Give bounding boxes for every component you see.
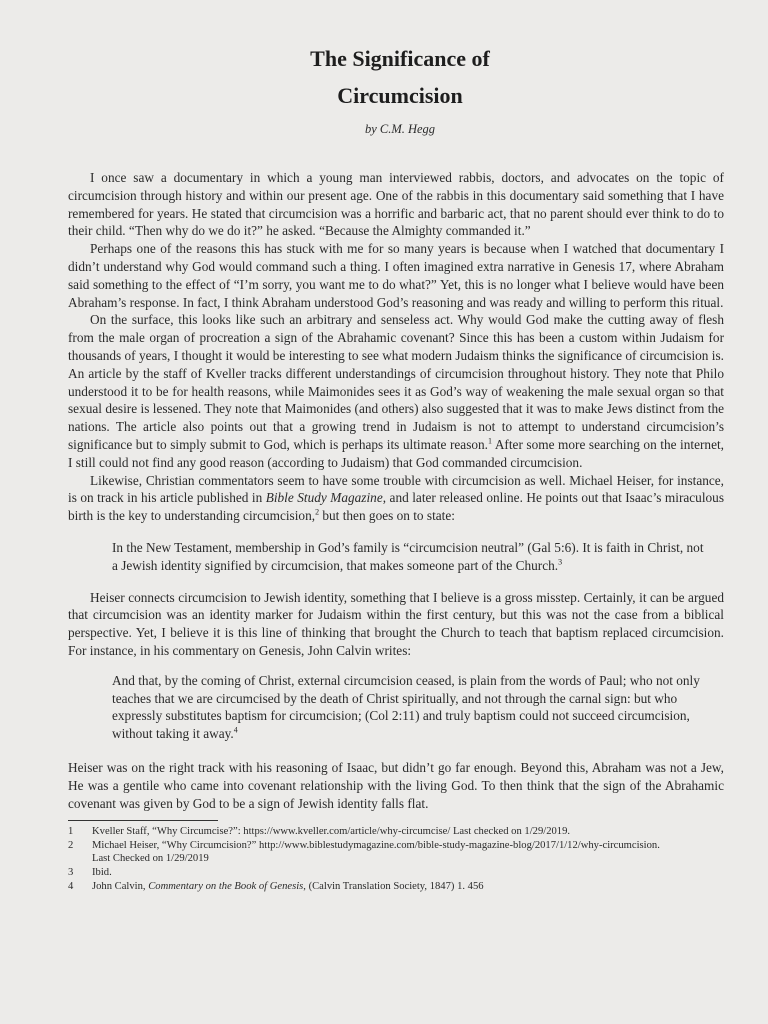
footnote-text: John Calvin, (92, 880, 149, 892)
footnote-ref-2[interactable]: 2 (315, 507, 320, 517)
footnote-number: 2 (68, 839, 74, 851)
footnote-number: 1 (68, 826, 74, 838)
footnote-ref-4[interactable]: 4 (233, 725, 238, 735)
footnotes (68, 825, 724, 893)
footnote-text-cont: , (Calvin Translation Society, 1847) 1. 456 (303, 880, 484, 892)
magazine-title: Bible Study Magazine (265, 490, 383, 506)
block-quote-heiser (112, 539, 710, 575)
footnote-number: 3 (68, 867, 74, 879)
title-line-2: Circumcision (337, 83, 463, 108)
page-title (76, 40, 724, 114)
footnote-4 (68, 880, 724, 894)
paragraph-1: I once saw a documentary in which a young man interviewed rabbis, doctors, and advocates on the topic of circumcision through history and within our present age. One of the rabbis in this documentary said something that I have remembered for years. He stated that circumcision was a horrific and barbaric act, that no parent should ever think to do to their child. “Then why do we do it?” he asked. “Because the Almighty commanded it.” (68, 170, 724, 239)
footnote-text: Michael Heiser, “Why Circumcision?” http://www.biblestudymagazine.com/bible-study-magazine-blog/2017/1/12/why-circumcision. (92, 839, 660, 851)
paragraph-4 (68, 472, 724, 525)
paragraph-3 (68, 311, 724, 471)
footnote-3 (68, 866, 724, 880)
article-body (68, 169, 724, 812)
footnote-number: 4 (68, 880, 74, 892)
paragraph-4-text: Likewise, Christian commentators seem to have some trouble with circumcision as well. Michael Heiser, for instance, is on track in his article published in (68, 472, 724, 506)
title-line-1: The Significance of (310, 46, 490, 71)
block-quote-calvin (112, 672, 710, 743)
footnote-text: Ibid. (92, 867, 112, 879)
footnote-2 (68, 839, 724, 866)
footnote-1 (68, 825, 724, 839)
quote-1-text: In the New Testament, membership in God’s family is “circumcision neutral” (Gal 5:6). It is faith in Christ, not a Jewish identity signified by circumcision, that makes someone part of the Church. (112, 539, 704, 573)
footnote-text-checked: Last Checked on 1/29/2019 (92, 853, 209, 865)
footnote-divider (68, 820, 218, 821)
paragraph-3-text: On the surface, this looks like such an arbitrary and senseless act. Why would God make the cutting away of flesh from the male organ of procreation a sign of the Abrahamic covenant? Since this has been a custom within Judaism for thousands of years, I thought it would be interesting to see what modern Judaism thinks the significance of circumcision is. An article by the staff of Kveller tracks different understandings of circumcision throughout history. They note that Philo understood it to be for health reasons, while Maimonides sees it as God’s way of weakening the male sexual organ so that sexual desire is lessened. They note that Maimonides (and others) also suggested that it was to make Jews distinct from the nations. The article also points out that a growing trend in Judaism is not to attempt to understand circumcision’s significance but to simply submit to God, which is perhaps its ultimate reason. (68, 312, 724, 452)
quote-2-text: And that, by the coming of Christ, external circumcision ceased, is plain from the words of Paul; who not only teaches that we are circumcised by the death of Christ spiritually, and not through the carnal sign: but who expressly substitutes baptism for circumcision; (Col 2:11) and truly baptism could not succeed circumcision, without taking it away. (112, 672, 700, 742)
paragraph-2: Perhaps one of the reasons this has stuck with me for so many years is because when I watched that documentary I didn’t understand why God would command such a thing. I often imagined extra narrative in Genesis 17, where Abraham said something to the effect of “I’m sorry, you want me to do what?” Yet, this is no longer what I believe would have been Abraham’s response. In fact, I think Abraham understood God’s reasoning and was ready and willing to perform this ritual. (68, 241, 724, 310)
book-title: Commentary on the Book of Genesis (148, 880, 304, 892)
byline: by C.M. Hegg (364, 122, 436, 136)
footnote-ref-3[interactable]: 3 (558, 557, 563, 567)
paragraph-4-text-cont: , and later released online. He points out that Isaac’s miraculous birth is the key to understanding circumcision, (68, 490, 724, 524)
footnote-ref-1[interactable]: 1 (488, 436, 493, 446)
paragraph-4-text-end: but then goes on to state: (319, 508, 455, 524)
paragraph-5: Heiser connects circumcision to Jewish identity, something that I believe is a gross misstep. Certainly, it can be argued that circumcision was an identity marker for Judaism within the first century, but this was not the case from a biblical perspective. Yet, I believe it is this line of thinking that brought the Church to teach that baptism replaced circumcision. For instance, in his commentary on Genesis, John Calvin writes: (68, 589, 724, 658)
paragraph-6: Heiser was on the right track with his reasoning of Isaac, but didn’t go far enough. Beyond this, Abraham was not a Jew, He was a gentile who came into covenant relationship with the living God. To then think that the sign of the Abrahamic covenant was given by God to be a sign of Jewish identity falls flat. (68, 759, 724, 811)
footnote-text: Kveller Staff, “Why Circumcise?”: https://www.kveller.com/article/why-circumcise/ Last checked on 1/29/2019. (92, 826, 571, 838)
paragraph-3-text-cont: After some more searching on the internet, I still could not find any good reason (according to Judaism) that God commanded circumcision. (68, 436, 724, 470)
